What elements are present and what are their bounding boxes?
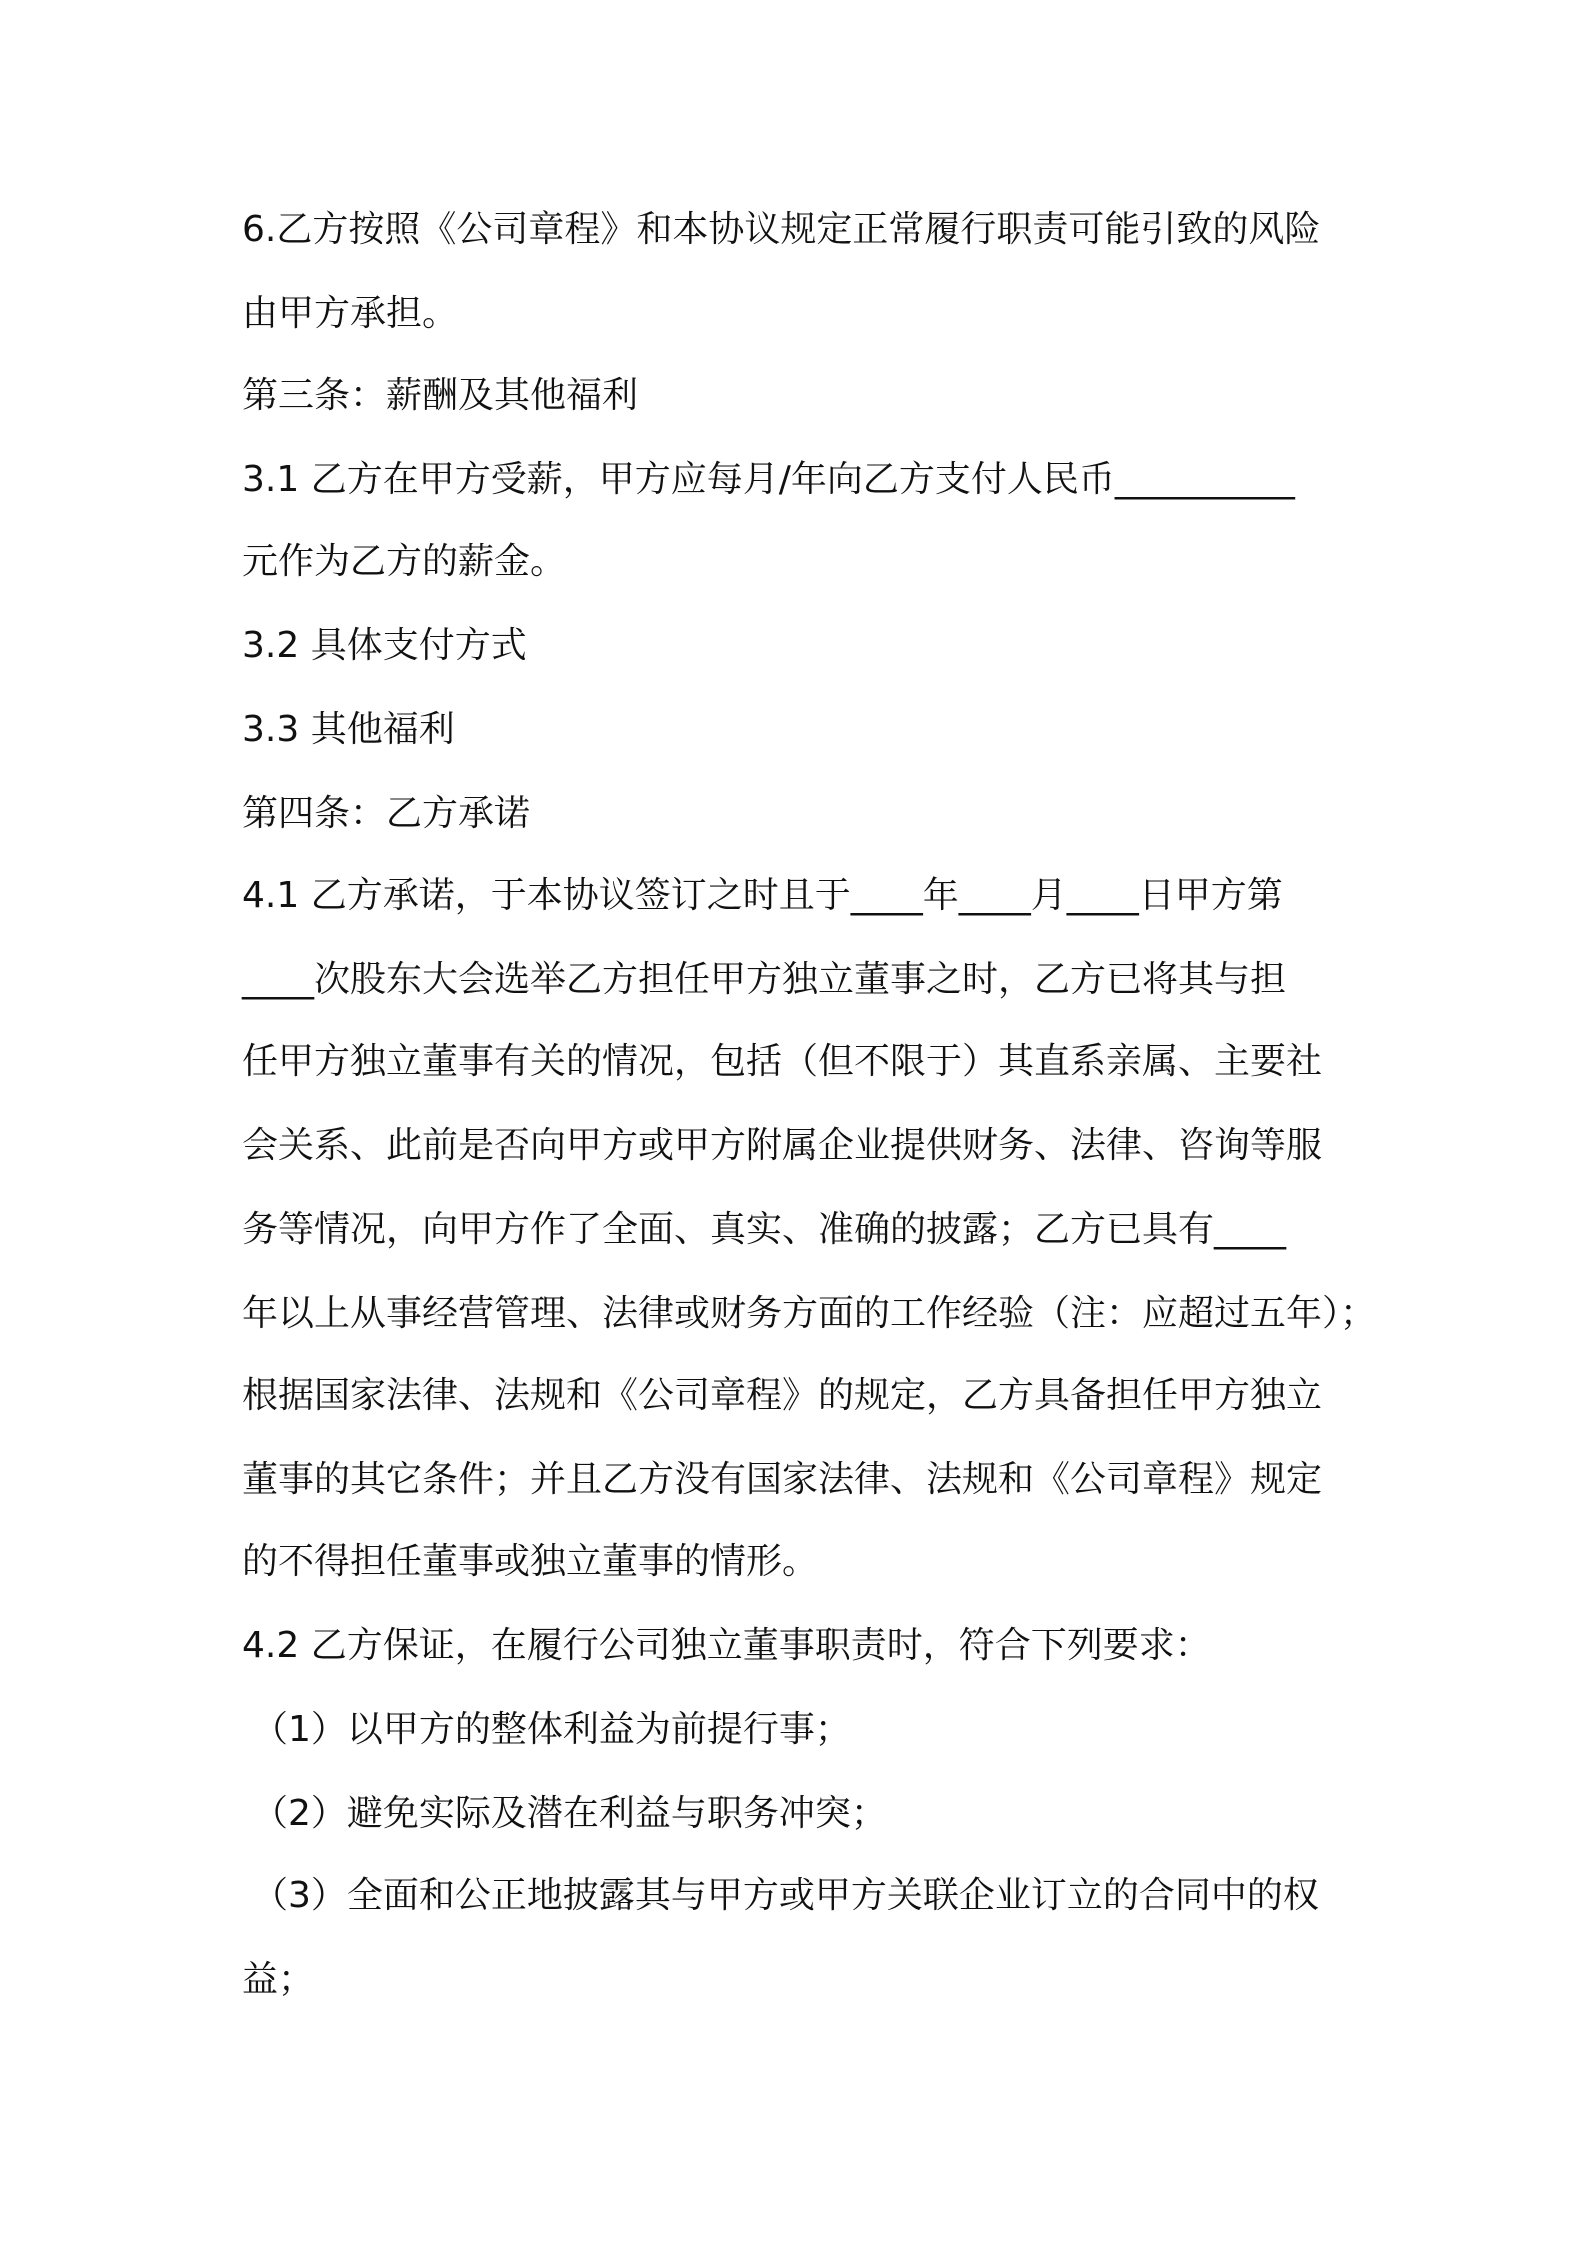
text-line: 元作为乙方的薪金。 (242, 541, 567, 582)
text-line: 董事的其它条件；并且乙方没有国家法律、法规和《公司章程》规定 (242, 1459, 1323, 1500)
text-line: 3.2 具体支付方式 (242, 625, 527, 666)
list-item: （2）避免实际及潜在利益与职务冲突； (252, 1793, 887, 1834)
text-line: 任甲方独立董事有关的情况，包括（但不限于）其直系亲属、主要社 (242, 1041, 1323, 1082)
text-line: 根据国家法律、法规和《公司章程》的规定，乙方具备担任甲方独立 (242, 1375, 1323, 1416)
section-heading: 第三条：薪酬及其他福利 (242, 375, 639, 416)
text-line: 3.1 乙方在甲方受薪，甲方应每月/年向乙方支付人民币__________ (242, 459, 1295, 500)
text-line: 由甲方承担。 (242, 293, 459, 334)
text-line: 年以上从事经营管理、法律或财务方面的工作经验（注：应超过五年）； (242, 1293, 1377, 1334)
text-line: 6.乙方按照《公司章程》和本协议规定正常履行职责可能引致的风险 (242, 209, 1321, 250)
text-line: 的不得担任董事或独立董事的情形。 (242, 1541, 819, 1582)
text-line: 3.3 其他福利 (242, 709, 455, 750)
text-line: ____次股东大会选举乙方担任甲方独立董事之时，乙方已将其与担 (242, 959, 1287, 1000)
text-line: 务等情况，向甲方作了全面、真实、准确的披露；乙方已具有____ (242, 1209, 1287, 1250)
text-line: 4.1 乙方承诺，于本协议签订之时且于____年____月____日甲方第 (242, 875, 1283, 916)
text-line: 4.2 乙方保证，在履行公司独立董事职责时，符合下列要求： (242, 1625, 1211, 1666)
list-item: （1）以甲方的整体利益为前提行事； (252, 1709, 851, 1750)
list-item: （3）全面和公正地披露其与甲方或甲方关联企业订立的合同中的权 (252, 1875, 1319, 1916)
text-line: 益； (242, 1959, 315, 2000)
text-line: 会关系、此前是否向甲方或甲方附属企业提供财务、法律、咨询等服 (242, 1125, 1323, 1166)
section-heading: 第四条：乙方承诺 (242, 793, 531, 834)
